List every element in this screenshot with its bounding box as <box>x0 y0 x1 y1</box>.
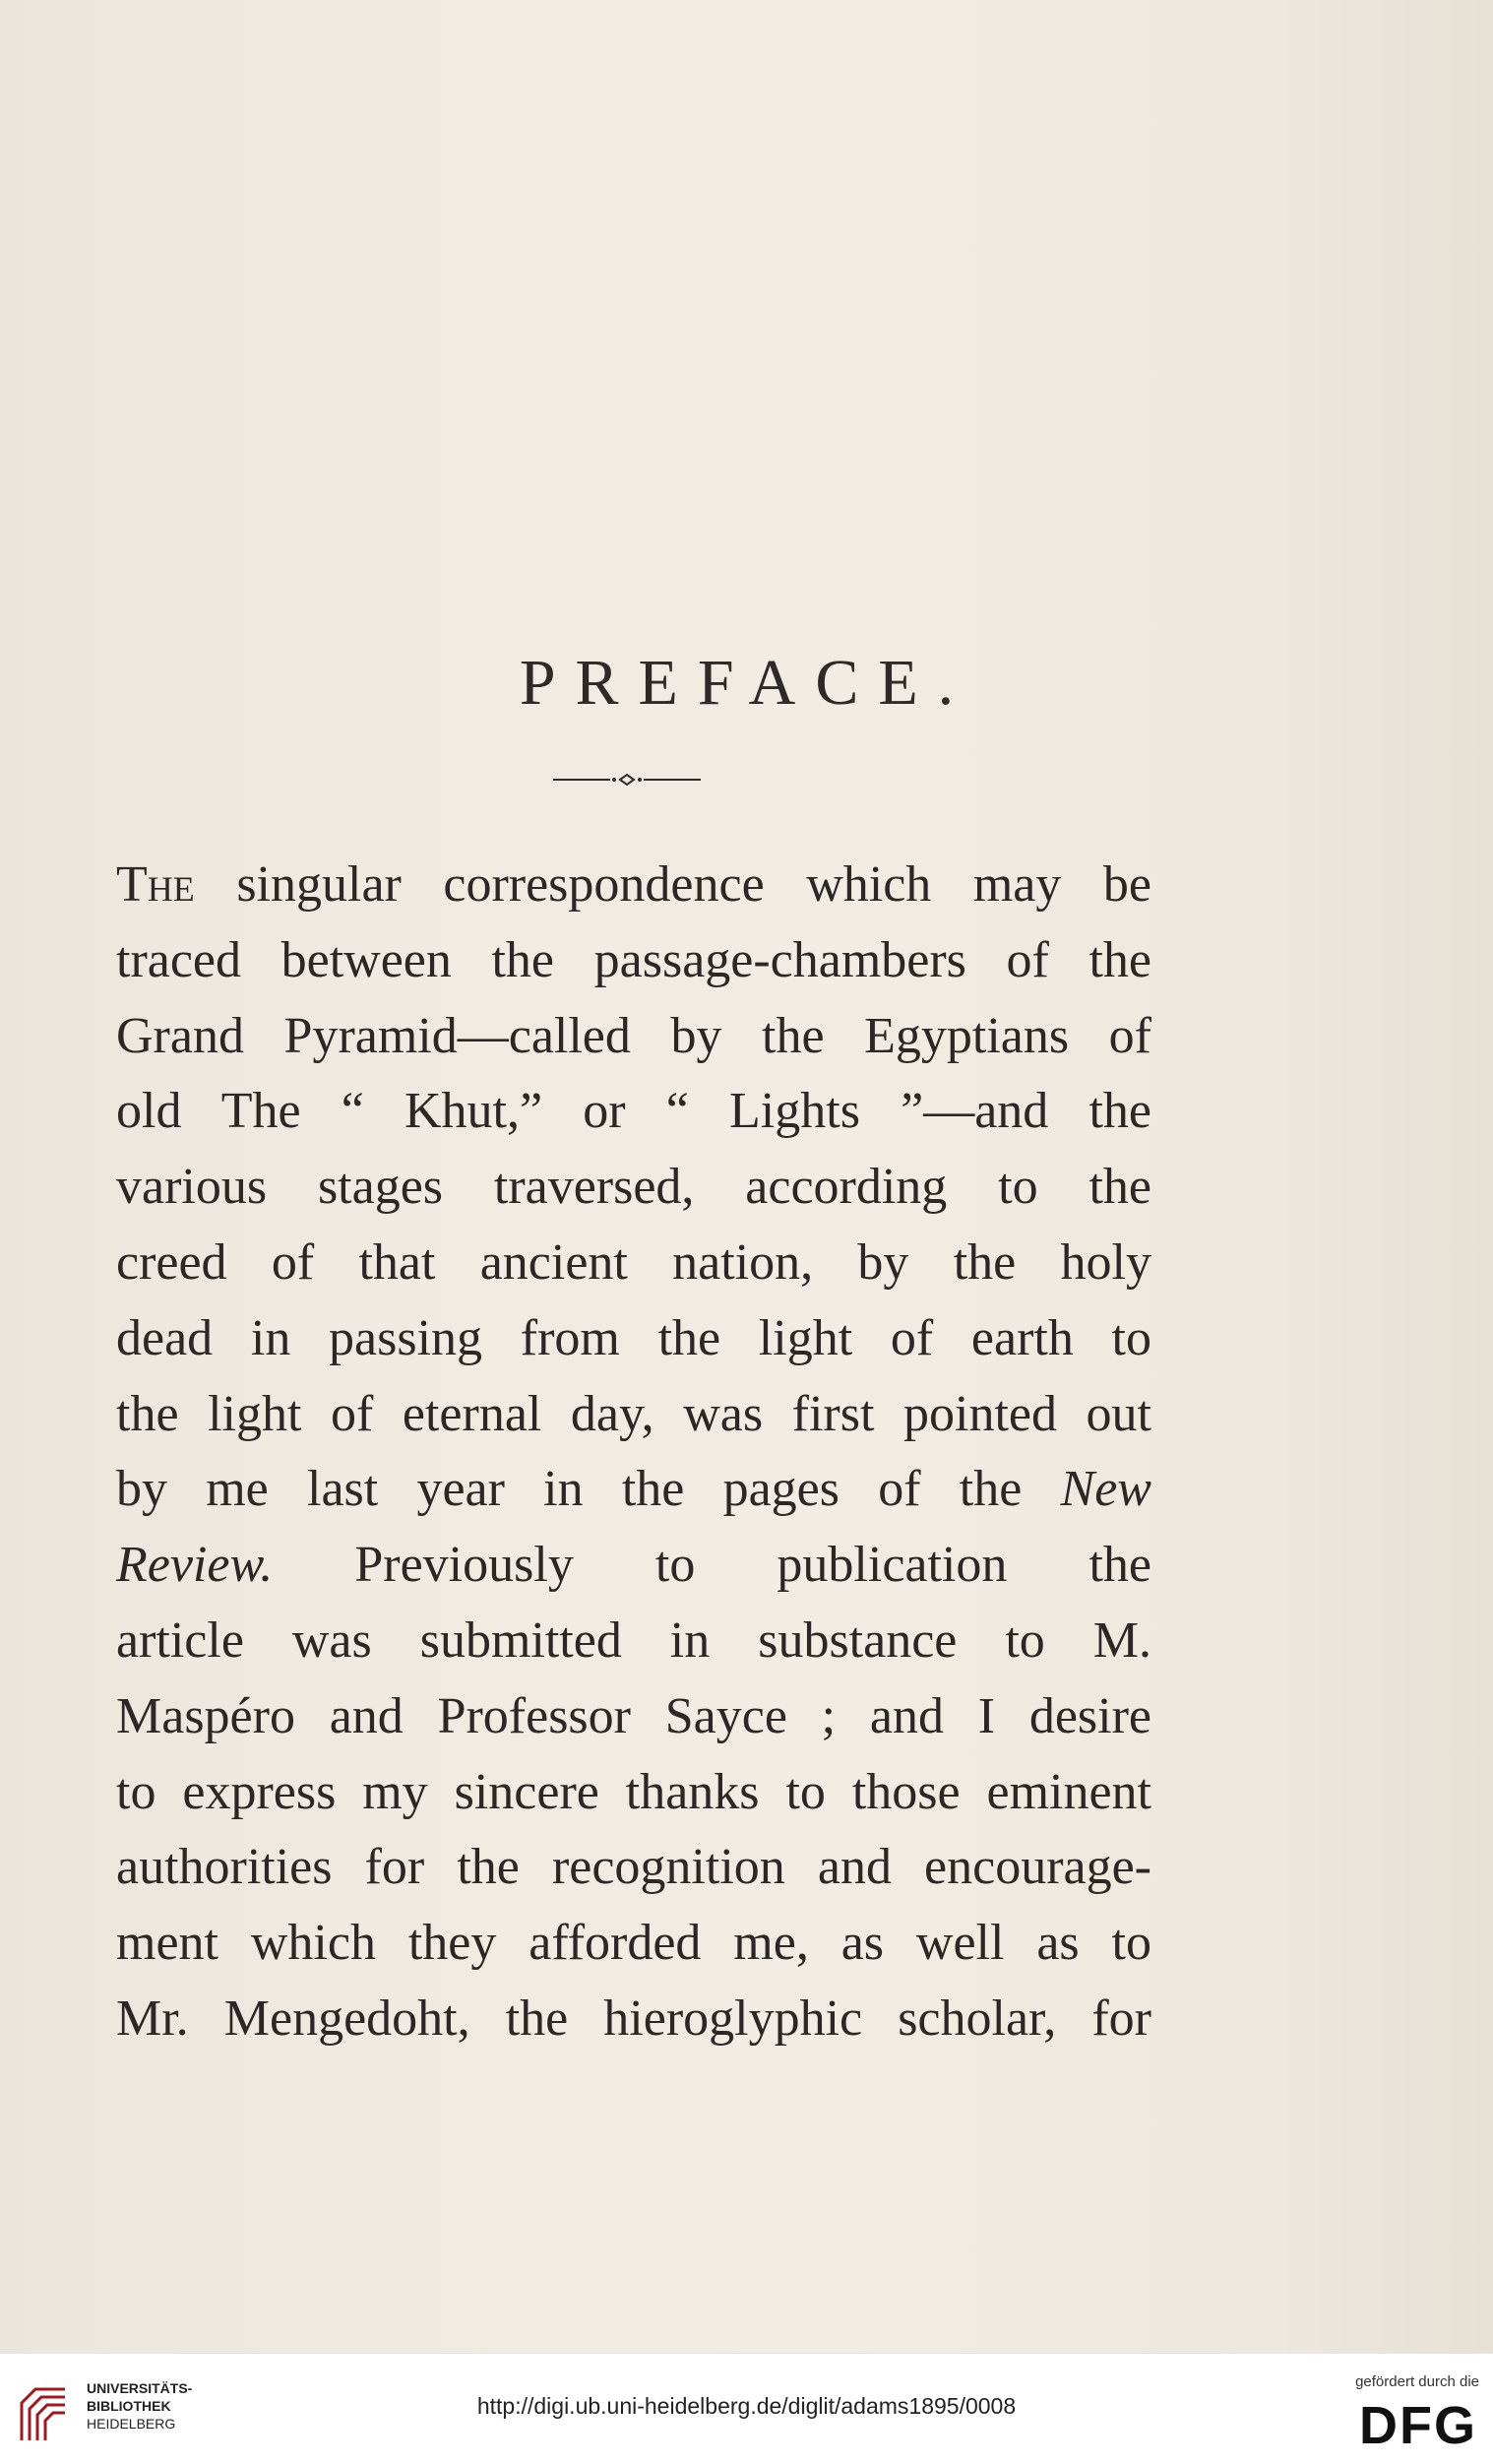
preface-body <box>116 848 1151 2057</box>
text-line-content: ment which they afforded me, as well as to <box>116 1915 1151 1972</box>
text-line-content: article was submitted in substance to M. <box>116 1611 1151 1669</box>
text-line-italic: Review. <box>116 1537 274 1594</box>
text-line-content: to express my sincere thanks to those eminent <box>116 1763 1151 1820</box>
text-line-content: dead in passing from the light of earth to <box>116 1309 1151 1366</box>
ornament-divider <box>553 772 701 788</box>
text-line <box>116 1452 1151 1528</box>
text-line-smallcaps: The <box>116 856 195 913</box>
text-line <box>116 1906 1151 1982</box>
text-line <box>116 848 1151 923</box>
text-line-content: old The “ Khut,” or “ Lights ”—and the <box>116 1083 1151 1140</box>
page-title: PREFACE. <box>519 647 974 719</box>
text-line-content: various stages traversed, according to the <box>116 1159 1151 1216</box>
permalink-url[interactable]: http://digi.ub.uni-heidelberg.de/diglit/adams1895/0008 <box>476 2393 1017 2419</box>
text-line-content: Mr. Mengedoht, the hieroglyphic scholar, for <box>116 1990 1151 2047</box>
text-line <box>116 1528 1151 1604</box>
text-line <box>116 1226 1151 1301</box>
text-line-italic: New <box>1060 1461 1151 1518</box>
text-line <box>116 1301 1151 1377</box>
text-line-content: by me last year in the pages of the <box>116 1461 1061 1518</box>
dfg-logo: DFG <box>1359 2396 1477 2455</box>
text-line <box>116 923 1151 999</box>
text-line-content: Previously to publication the <box>273 1537 1151 1594</box>
library-name-line2: BIBLIOTHEK <box>87 2398 171 2414</box>
text-line-content: creed of that ancient nation, by the holy <box>116 1233 1151 1291</box>
text-line-content: traced between the passage-chambers of the <box>116 931 1151 988</box>
text-line <box>116 1377 1151 1453</box>
text-line-content: authorities for the recognition and encourage- <box>116 1839 1151 1896</box>
footer-bar <box>0 2353 1493 2464</box>
funded-by-label: gefördert durch die <box>1355 2373 1479 2390</box>
text-line-content: Maspéro and Professor Sayce ; and I desire <box>116 1687 1151 1744</box>
text-line <box>116 1074 1151 1150</box>
text-line <box>116 1755 1151 1831</box>
text-line <box>116 1982 1151 2057</box>
text-line <box>116 999 1151 1075</box>
library-name-line3: HEIDELBERG <box>87 2416 176 2432</box>
text-line <box>116 1150 1151 1226</box>
text-line <box>116 1604 1151 1679</box>
text-line-content: Grand Pyramid—called by the Egyptians of <box>116 1007 1151 1064</box>
text-line-content: the light of eternal day, was first pointed out <box>116 1385 1151 1442</box>
library-name-line1: UNIVERSITÄTS- <box>87 2380 193 2396</box>
text-line-content: singular correspondence which may be <box>194 856 1151 913</box>
text-line <box>116 1830 1151 1906</box>
text-line <box>116 1679 1151 1755</box>
